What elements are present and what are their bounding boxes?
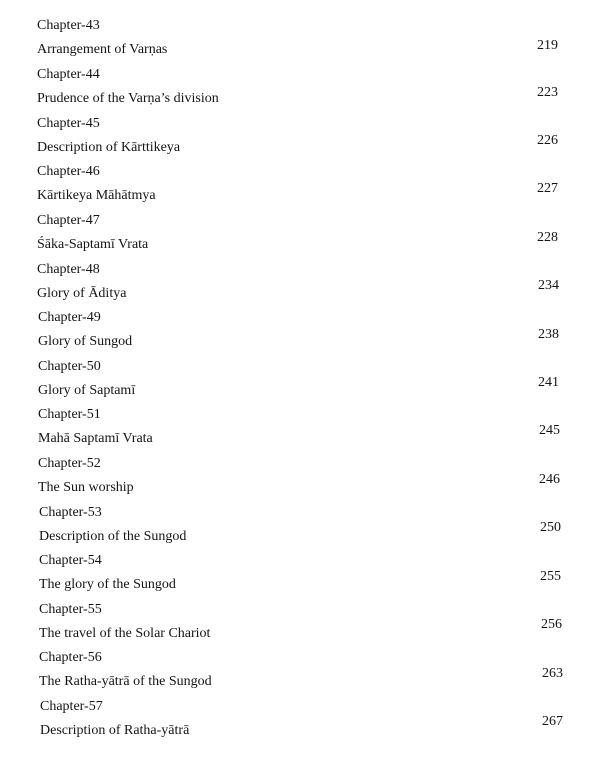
page-number: 256 bbox=[541, 617, 562, 632]
chapter-title: Kārtikeya Māhātmya bbox=[37, 188, 156, 203]
chapter-number: Chapter-46 bbox=[37, 164, 100, 179]
chapter-number: Chapter-54 bbox=[39, 553, 102, 568]
page-number: 250 bbox=[540, 520, 561, 535]
chapter-number: Chapter-47 bbox=[37, 213, 100, 228]
chapter-title: Description of Ratha-yātrā bbox=[40, 723, 190, 738]
page-number: 255 bbox=[540, 569, 561, 584]
page-number: 228 bbox=[537, 230, 558, 245]
chapter-title: Prudence of the Varṇa’s division bbox=[37, 91, 219, 106]
chapter-title: Mahā Saptamī Vrata bbox=[38, 431, 153, 446]
chapter-title: Description of Kārttikeya bbox=[37, 140, 181, 155]
chapter-number: Chapter-55 bbox=[39, 602, 102, 617]
page-number: 263 bbox=[542, 666, 563, 681]
chapter-number: Chapter-56 bbox=[39, 650, 102, 665]
chapter-number: Chapter-52 bbox=[38, 456, 101, 471]
page-number: 246 bbox=[539, 472, 560, 487]
page-number: 234 bbox=[538, 278, 559, 293]
chapter-number: Chapter-51 bbox=[38, 407, 101, 422]
page-number: 245 bbox=[539, 423, 560, 438]
chapter-title: Description of the Sungod bbox=[39, 529, 187, 544]
page-number: 223 bbox=[537, 85, 558, 100]
chapter-number: Chapter-45 bbox=[37, 116, 100, 131]
page-number: 267 bbox=[542, 714, 563, 729]
chapter-title: Glory of Saptamī bbox=[38, 383, 136, 398]
page-number: 241 bbox=[538, 375, 559, 390]
chapter-number: Chapter-57 bbox=[40, 699, 103, 714]
chapter-number: Chapter-50 bbox=[38, 359, 101, 374]
page-number: 219 bbox=[537, 38, 558, 53]
chapter-title: Glory of Āditya bbox=[37, 286, 127, 301]
page-number: 238 bbox=[538, 327, 559, 342]
chapter-number: Chapter-44 bbox=[37, 67, 100, 82]
chapter-title: The glory of the Sungod bbox=[39, 577, 176, 592]
chapter-title: The Sun worship bbox=[38, 480, 134, 495]
page-number: 227 bbox=[537, 181, 558, 196]
chapter-title: The Ratha-yātrā of the Sungod bbox=[39, 674, 212, 689]
chapter-title: The travel of the Solar Chariot bbox=[39, 626, 211, 641]
chapter-title: Śāka-Saptamī Vrata bbox=[37, 237, 149, 252]
chapter-title: Arrangement of Varṇas bbox=[37, 42, 168, 57]
chapter-number: Chapter-53 bbox=[39, 505, 102, 520]
chapter-number: Chapter-48 bbox=[37, 262, 100, 277]
chapter-number: Chapter-49 bbox=[38, 310, 101, 325]
chapter-number: Chapter-43 bbox=[37, 18, 100, 33]
page-number: 226 bbox=[537, 133, 558, 148]
chapter-title: Glory of Sungod bbox=[38, 334, 133, 349]
